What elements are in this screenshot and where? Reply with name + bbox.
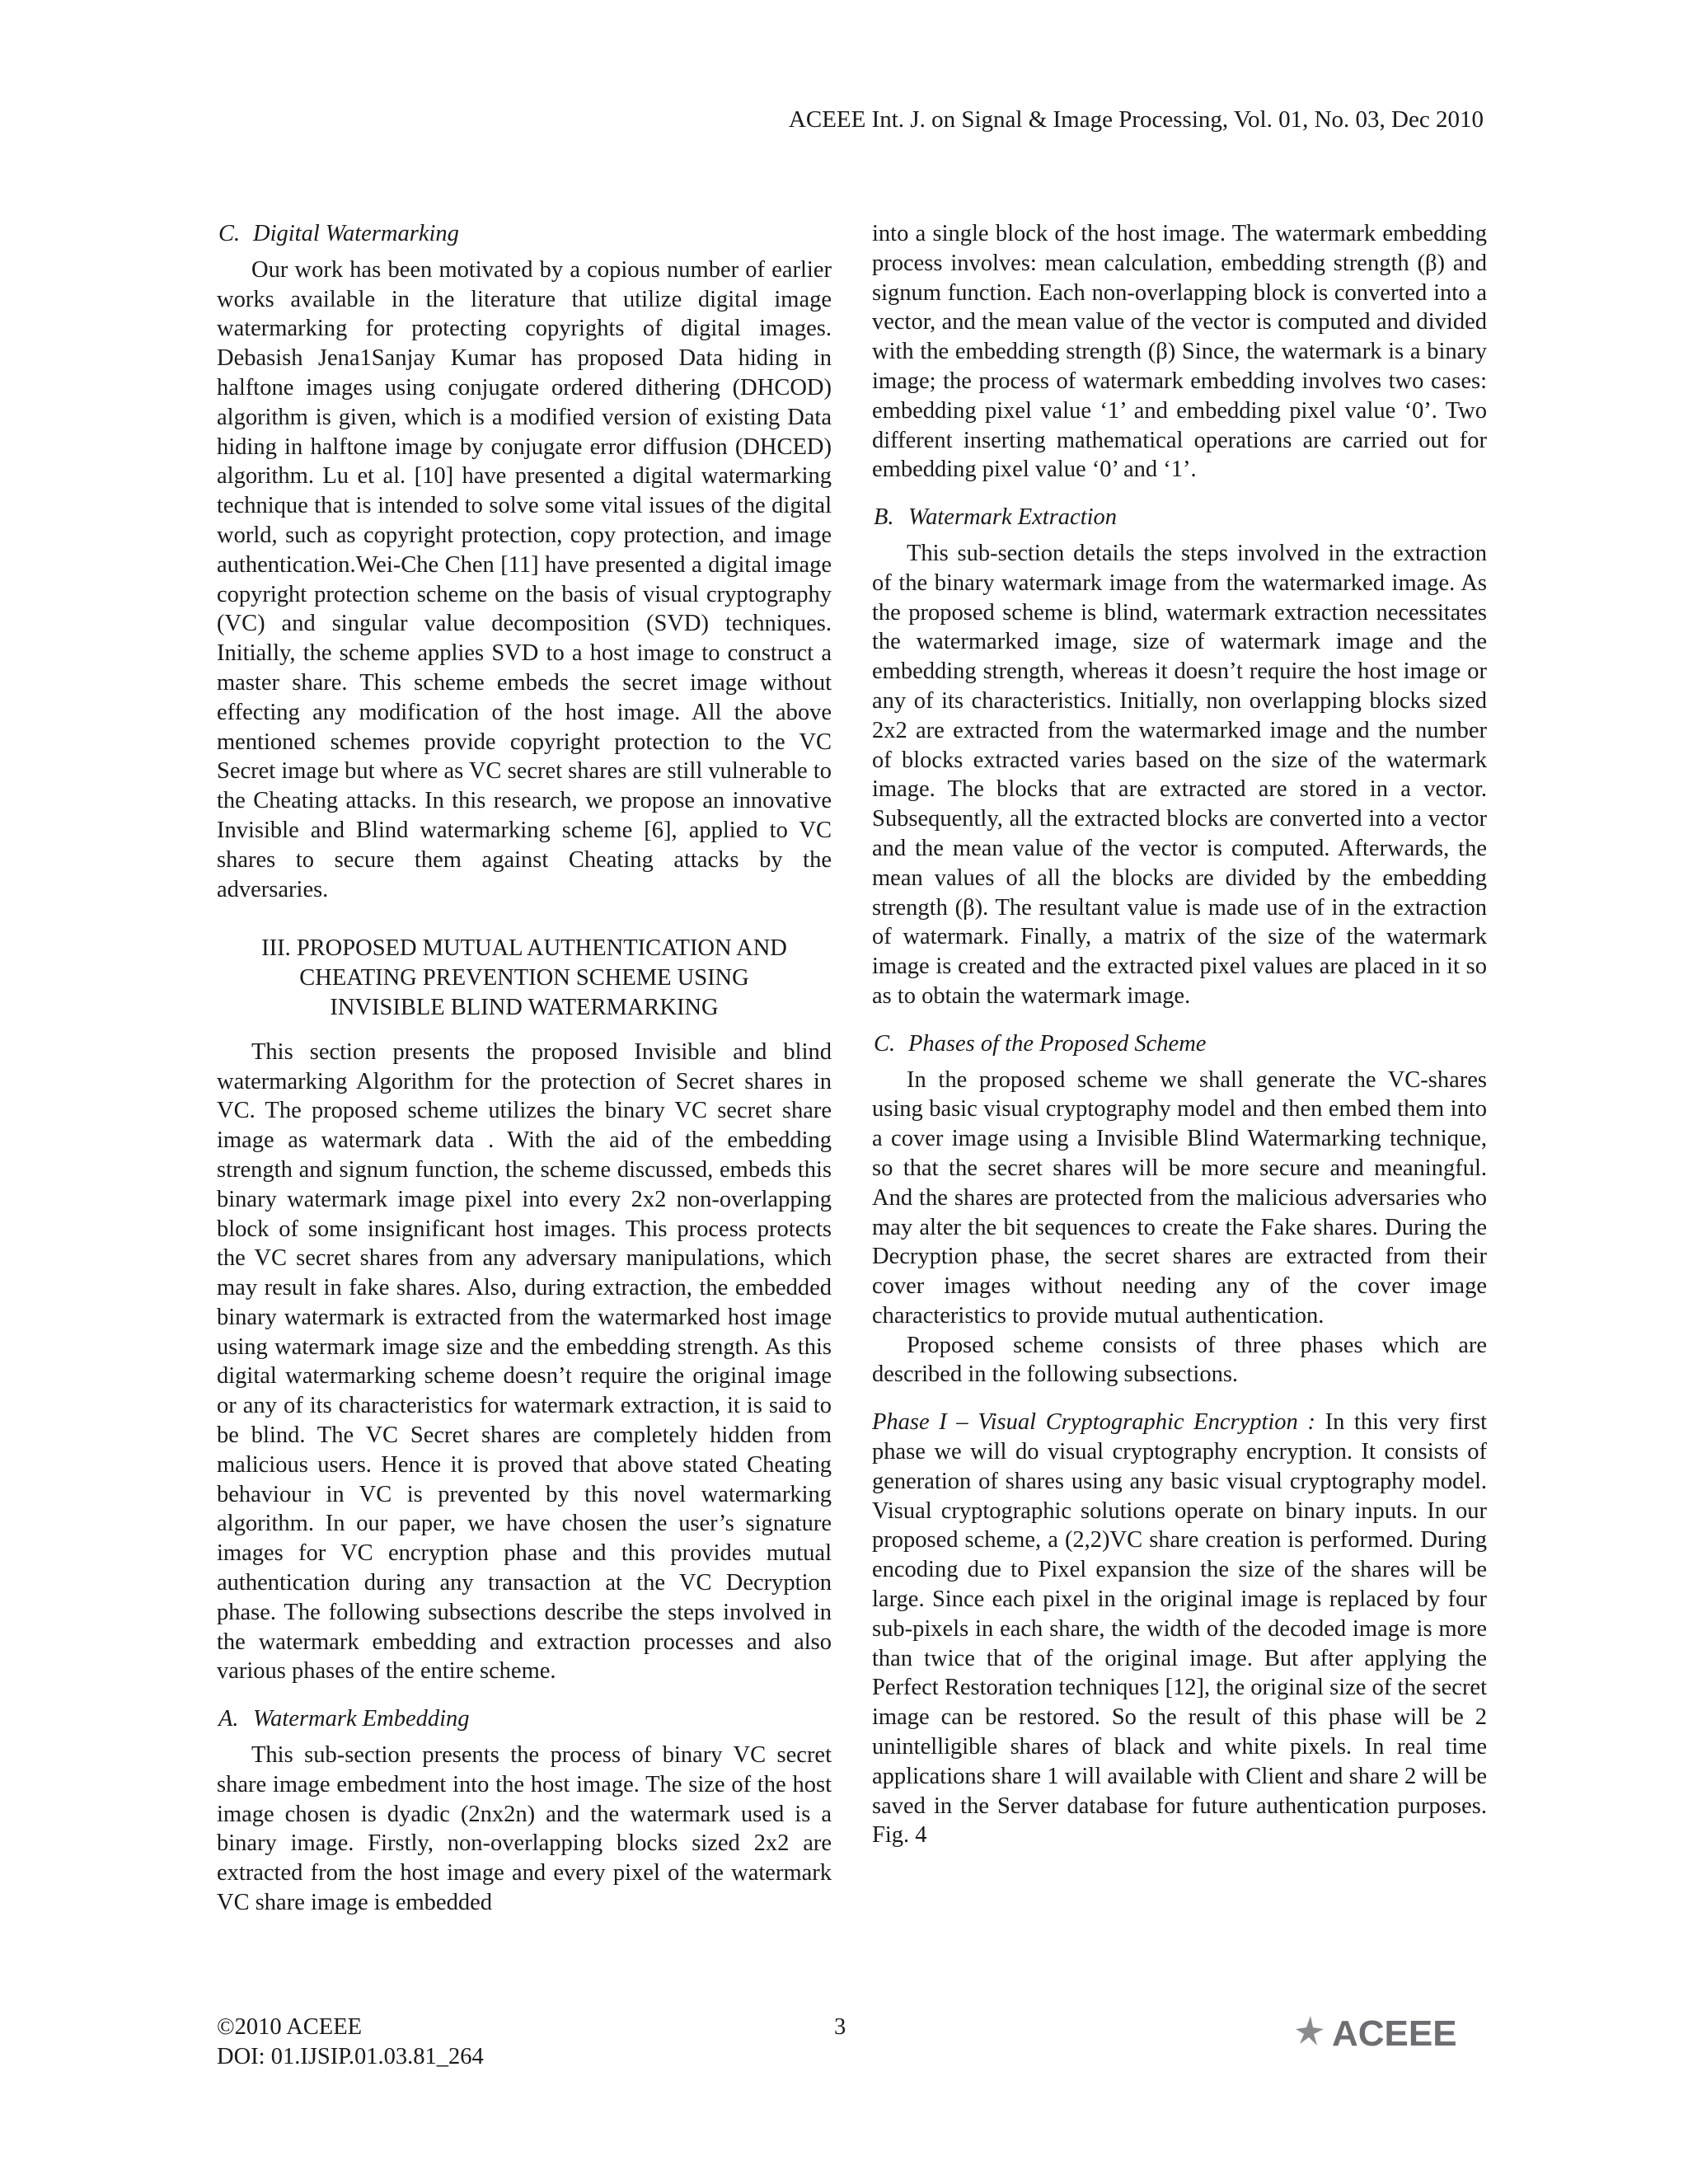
section-c-heading [217,219,832,249]
section-a-paragraph: This sub-section presents the process of binary VC secret share image embedment into the host image. The size of the host image chosen is dyadic (2nx2n) and the watermark used is a binary image. Firstly, non-overlapping blocks sized 2x2 are extracted from the host image and every pixel of the watermark VC share image is embedded [217,1742,832,1916]
logo-text: ACEEE [1332,2013,1457,2054]
section-c-paragraph: Our work has been motivated by a copious number of earlier works available in the literature that utilize digital image watermarking for protecting copyrights of digital images. Debasish Jena1Sanjay Kumar has proposed Data hiding in halftone images using conjugate ordered dithering (DHCOD) algorithm is given, which is a modified version of existing Data hiding in halftone image by conjugate error diffusion (DHCED) algorithm. Lu et al. [10] have presented a digital watermarking technique that is intended to solve some vital issues of the digital world, such as copyright protection, copy protection, and image authentication.Wei-Che Chen [11] have presented a digital image copyright protection scheme on the basis of visual cryptography (VC) and singular value decomposition (SVD) techniques. Initially, the scheme applies SVD to a host image to construct a master share. This scheme embeds the secret image without effecting any modification of the host image. All the above mentioned schemes provide copyright protection to the VC Secret image but where as VC secret shares are still vulnerable to the Cheating attacks. In this research, we propose an innovative Invisible and Blind watermarking scheme [6], applied to VC shares to secure them against Cheating attacks by the adversaries. [217,256,832,902]
phase-1-text: In this very first phase we will do visual cryptography encryption. It consists of generation of shares using any basic visual cryptography model. Visual cryptographic solutions operate on binary inputs. In our proposed scheme, a (2,2)VC share creation is performed. During encoding due to Pixel expansion the size of the shares will be large. Since each pixel in the original image is replaced by four sub-pixels in each share, the width of the decoded image is more than twice that of the original image. But after applying the Perfect Restoration techniques [12], the original size of the secret image can be restored. So the result of this phase will be 2 unintelligible shares of black and white pixels. In real time applications share 1 will available with Client and share 2 will be saved in the Server database for future authentication purposes. Fig. 4 [872,1409,1487,1849]
copyright-text: ©2010 ACEEE [217,2014,363,2040]
section-c2-paragraph-1: In the proposed scheme we shall generate the VC-shares using basic visual cryptography model and then embed them into a cover image using a Invisible Blind Watermarking technique, so that the secret shares will be more secure and meaningful. And the shares are protected from the malicious adversaries who may alter the bit sequences to create the Fake shares. During the Decryption phase, the secret shares are extracted from their cover images without needing any of the cover image characteristics to provide mutual authentication. [872,1066,1487,1329]
section-c2-number: C. [874,1030,896,1057]
star-icon [1296,2016,1324,2046]
footer-left [217,2013,484,2072]
section-a-heading [217,1704,832,1734]
section-c2-title: Phases of the Proposed Scheme [908,1030,1207,1057]
left-column [217,219,832,1918]
section-3-heading [217,934,832,1022]
aceee-logo-graphic [1296,2011,1485,2054]
phase-1-label: Phase I – Visual Cryptographic Encryption : [872,1409,1315,1436]
section-b-paragraph: This sub-section details the steps involved in the extraction of the binary watermark image from the watermarked image. As the proposed scheme is blind, watermark extraction necessitates the watermarked image, size of watermark image and the embedding strength, whereas it doesn’t require the host image or any of its characteristics. Initially, non overlapping blocks sized 2x2 are extracted from the watermarked image and the number of blocks extracted varies based on the size of the watermark image. The blocks that are extracted are stored in a vector. Subsequently, all the extracted blocks are converted into a vector and the mean value of the vector is computed. Afterwards, the mean values of all the blocks are divided by the embedding strength (β). The resultant value is made use of in the extraction of watermark. Finally, a matrix of the size of the watermark image is created and the extracted pixel values are placed in it so as to obtain the watermark image. [872,540,1487,1009]
aceee-logo [1296,2011,1485,2054]
right-column [872,219,1487,1850]
page-number: 3 [834,2014,846,2040]
section-a-title: Watermark Embedding [253,1706,470,1732]
section-b-title: Watermark Extraction [908,504,1118,531]
section-c2-heading [872,1029,1487,1059]
section-c-title: Digital Watermarking [253,221,459,246]
section-c2-paragraph-2: Proposed scheme consists of three phases which are described in the following subsections. [872,1332,1487,1388]
section-3-paragraph: This section presents the proposed Invisible and blind watermarking Algorithm for the protection of Secret shares in VC. The proposed scheme utilizes the binary VC secret share image as watermark data . With the aid of the embedding strength and signum function, the scheme discussed, embeds this binary watermark image pixel into every 2x2 non-overlapping block of some insignificant host images. This process protects the VC secret shares from any adversary manipulations, which may result in fake shares. Also, during extraction, the embedded binary watermark is extracted from the watermarked host image using watermark image size and the embedding strength. As this digital watermarking scheme doesn’t require the original image or any of its characteristics for watermark extraction, it is said to be blind. The VC Secret shares are completely hidden from malicious users. Hence it is proved that above stated Cheating behaviour in VC is prevented by this novel watermarking algorithm. In our paper, we have chosen the user’s signature images for VC encryption phase and this provides mutual authentication during any transaction at the VC Decryption phase. The following subsections describe the steps involved in the watermark embedding and extraction processes and also various phases of the entire scheme. [217,1038,832,1685]
continued-paragraph: into a single block of the host image. The watermark embedding process involves: mean calculation, embedding strength (β) and signum function. Each non-overlapping block is converted into a vector, and the mean value of the vector is computed and divided with the embedding strength (β) Since, the watermark is a binary image; the process of watermark embedding involves two cases: embedding pixel value ‘1’ and embedding pixel value ‘0’. Two different inserting mathematical operations are carried out for embedding pixel value ‘0’ and ‘1’. [872,221,1487,483]
journal-header: ACEEE Int. J. on Signal & Image Processing, Vol. 01, No. 03, Dec 2010 [788,106,1484,133]
section-b-heading [872,503,1487,532]
section-3-title-line-3: INVISIBLE BLIND WATERMARKING [330,994,719,1020]
section-3-title-line-2: CHEATING PREVENTION SCHEME USING [299,965,749,991]
section-3-title-line-1: III. PROPOSED MUTUAL AUTHENTICATION AND [261,935,787,962]
section-b-number: B. [874,504,894,531]
section-c-number: C. [218,221,241,246]
phase-1-paragraph [872,1408,1487,1850]
section-a-number: A. [218,1706,239,1732]
doi-text: DOI: 01.IJSIP.01.03.81_264 [217,2044,484,2069]
